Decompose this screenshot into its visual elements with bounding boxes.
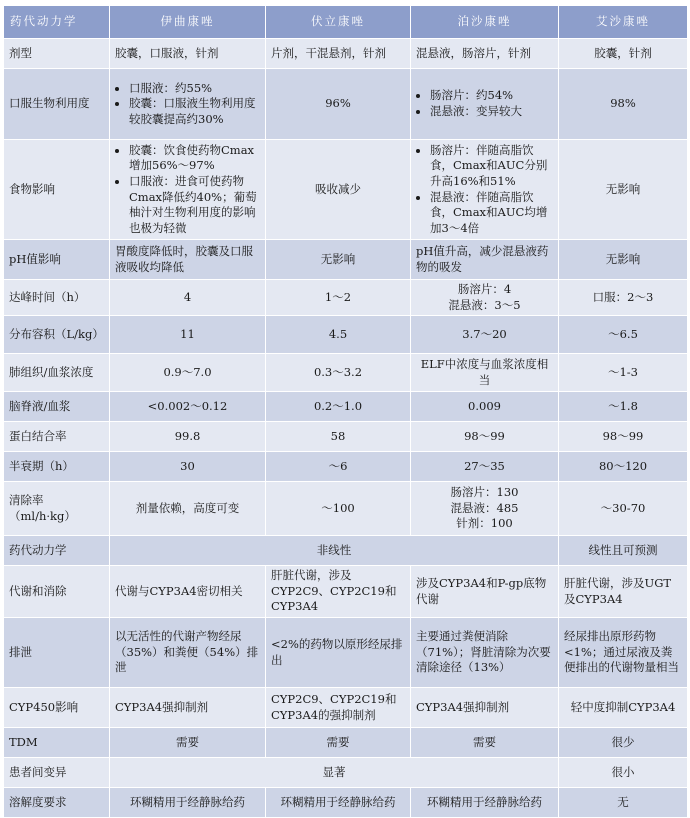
row-csf (4, 392, 688, 422)
pk-comparison-table (3, 5, 688, 818)
cell-posa: 环糊精用于经静脉给药 (411, 788, 559, 818)
cell-line: 肠溶片：4 (457, 282, 512, 296)
bullet-item: • 混悬液：变异较大 (430, 104, 553, 120)
cell-isav: 无影响 (559, 140, 688, 240)
cell-itra: 胃酸度降低时，胶囊及口服液吸收均降低 (110, 240, 266, 280)
cell-itra: CYP3A4强抑制剂 (110, 688, 266, 728)
row-dosage-form (4, 39, 688, 69)
cell-itra: 代谢与CYP3A4密切相关 (110, 566, 266, 618)
bullet-item: • 肠溶片：约54% (430, 88, 553, 104)
cell-itra: 4 (110, 280, 266, 316)
cell-vori: ～100 (266, 482, 411, 536)
cell-vori: 0.2～1.0 (266, 392, 411, 422)
header-voriconazole: 伏立康唑 (266, 6, 411, 39)
row-bioavailability (4, 69, 688, 140)
cell-itra: 99.8 (110, 422, 266, 452)
cell-isav: 无 (559, 788, 688, 818)
cell-isav: 很小 (559, 758, 688, 788)
row-label: 达峰时间（h） (4, 280, 110, 316)
cell-vori: 吸收减少 (266, 140, 411, 240)
cell-line: 混悬液：485 (450, 500, 519, 515)
cell-itra: 环糊精用于经静脉给药 (110, 788, 266, 818)
row-solubility (4, 788, 688, 818)
cell-itra (110, 140, 266, 240)
cell-vori: 环糊精用于经静脉给药 (266, 788, 411, 818)
cell-isav: 轻中度抑制CYP3A4 (559, 688, 688, 728)
cell-itra: 0.9～7.0 (110, 354, 266, 392)
row-half-life (4, 452, 688, 482)
cell-itra: 需要 (110, 728, 266, 758)
row-clearance (4, 482, 688, 536)
cell-isav: ～1-3 (559, 354, 688, 392)
cell-vori: 肝脏代谢，涉及CYP2C9、CYP2C19和CYP3A4 (266, 566, 411, 618)
cell-vori: ～6 (266, 452, 411, 482)
bullet-item: • 口服液：进食可使药物Cmax降低约40%；葡萄柚汁对生物利用度的影响也极为轻微 (129, 174, 260, 236)
header-posaconazole: 泊沙康唑 (411, 6, 559, 39)
cell-isav: 口服：2～3 (559, 280, 688, 316)
cell-shared: 显著 (110, 758, 559, 788)
header-itraconazole: 伊曲康唑 (110, 6, 266, 39)
cell-posa (411, 280, 559, 316)
bullet-item: • 口服液：约55% (129, 81, 260, 97)
cell-posa (411, 140, 559, 240)
cell-isav: ～30-70 (559, 482, 688, 536)
cell-posa: pH值升高，减少混悬液药物的吸发 (411, 240, 559, 280)
row-label: 药代动力学 (4, 536, 110, 566)
cell-isav: 很少 (559, 728, 688, 758)
cell-vori: 4.5 (266, 316, 411, 354)
row-label: 蛋白结合率 (4, 422, 110, 452)
row-label: 患者间变异 (4, 758, 110, 788)
cell-isav: 肝脏代谢，涉及UGT及CYP3A4 (559, 566, 688, 618)
header-pk: 药代动力学 (4, 6, 110, 39)
row-variability (4, 758, 688, 788)
cell-isav: 线性且可预测 (559, 536, 688, 566)
row-food-effect (4, 140, 688, 240)
cell-itra: 11 (110, 316, 266, 354)
cell-posa (411, 482, 559, 536)
cell-isav: 80～120 (559, 452, 688, 482)
cell-itra: 胶囊，口服液，针剂 (110, 39, 266, 69)
cell-vori: <2%的药物以原形经尿排出 (266, 618, 411, 688)
cell-vori: CYP2C9、CYP2C19和CYP3A4的强抑制剂 (266, 688, 411, 728)
row-label: 剂型 (4, 39, 110, 69)
row-label: 半衰期（h） (4, 452, 110, 482)
cell-isav: 经尿排出原形药物<1%；通过尿液及粪便排出的代谢物量相当 (559, 618, 688, 688)
row-label: 脑脊液/血浆 (4, 392, 110, 422)
bullet-item: • 胶囊：饮食使药物Cmax增加56%～97% (129, 143, 260, 174)
row-tmax (4, 280, 688, 316)
cell-posa: ELF中浓度与血浆浓度相当 (411, 354, 559, 392)
cell-posa (411, 69, 559, 140)
row-label: 食物影响 (4, 140, 110, 240)
row-cyp450 (4, 688, 688, 728)
cell-itra: 30 (110, 452, 266, 482)
cell-posa: CYP3A4强抑制剂 (411, 688, 559, 728)
cell-posa: 0.009 (411, 392, 559, 422)
cell-isav: 无影响 (559, 240, 688, 280)
cell-isav: ～6.5 (559, 316, 688, 354)
cell-vori: 需要 (266, 728, 411, 758)
cell-posa: 98～99 (411, 422, 559, 452)
row-label: 排泄 (4, 618, 110, 688)
cell-vori: 1～2 (266, 280, 411, 316)
cell-shared: 非线性 (110, 536, 559, 566)
cell-posa: 3.7～20 (411, 316, 559, 354)
row-pk-linearity (4, 536, 688, 566)
row-label: 肺组织/血浆浓度 (4, 354, 110, 392)
cell-line: 混悬液：3～5 (448, 297, 521, 312)
row-vd (4, 316, 688, 354)
cell-vori: 片剂，干混悬剂，针剂 (266, 39, 411, 69)
header-isavuconazole: 艾沙康唑 (559, 6, 688, 39)
cell-vori: 无影响 (266, 240, 411, 280)
row-label: 口服生物利用度 (4, 69, 110, 140)
cell-itra (110, 69, 266, 140)
row-label: 清除率（ml/h·kg） (4, 482, 110, 536)
row-metabolism (4, 566, 688, 618)
cell-isav: 98～99 (559, 422, 688, 452)
bullet-item: • 混悬液：伴随高脂饮食，Cmax和AUC均增加3～4倍 (430, 190, 553, 237)
cell-posa: 需要 (411, 728, 559, 758)
cell-posa: 27～35 (411, 452, 559, 482)
cell-isav: ～1.8 (559, 392, 688, 422)
row-protein-binding (4, 422, 688, 452)
cell-posa: 主要通过粪便消除（71%）；肾脏清除为次要清除途径（13%） (411, 618, 559, 688)
row-label: CYP450影响 (4, 688, 110, 728)
cell-vori: 0.3～3.2 (266, 354, 411, 392)
cell-line: 肠溶片：130 (450, 485, 519, 500)
cell-vori: 96% (266, 69, 411, 140)
cell-vori: 58 (266, 422, 411, 452)
cell-isav: 98% (559, 69, 688, 140)
row-lung (4, 354, 688, 392)
row-tdm (4, 728, 688, 758)
row-ph-effect (4, 240, 688, 280)
cell-posa: 涉及CYP3A4和P-gp底物代谢 (411, 566, 559, 618)
cell-posa: 混悬液，肠溶片，针剂 (411, 39, 559, 69)
cell-itra: 剂量依赖，高度可变 (110, 482, 266, 536)
row-label: 代谢和消除 (4, 566, 110, 618)
cell-line: 针剂：100 (456, 516, 513, 531)
row-label: pH值影响 (4, 240, 110, 280)
row-label: 溶解度要求 (4, 788, 110, 818)
bullet-item: • 胶囊：口服液生物利用度较胶囊提高约30% (129, 96, 260, 127)
cell-isav: 胶囊，针剂 (559, 39, 688, 69)
row-excretion (4, 618, 688, 688)
bullet-item: • 肠溶片：伴随高脂饮食，Cmax和AUC分别升高16%和51% (430, 143, 553, 190)
header-row (4, 6, 688, 39)
row-label: TDM (4, 728, 110, 758)
cell-itra: <0.002～0.12 (110, 392, 266, 422)
cell-itra: 以无活性的代谢产物经尿（35%）和粪便（54%）排泄 (110, 618, 266, 688)
row-label: 分布容积（L/kg） (4, 316, 110, 354)
